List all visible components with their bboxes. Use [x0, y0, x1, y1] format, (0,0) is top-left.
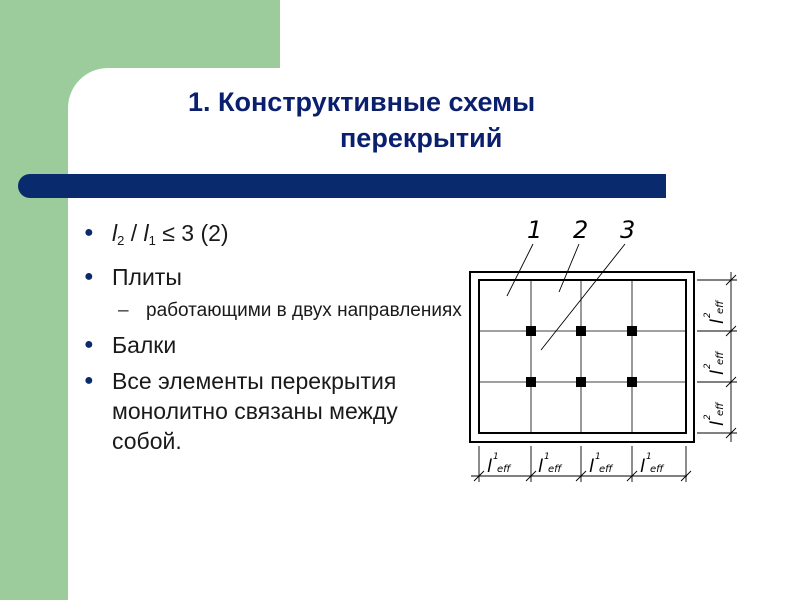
right-dim-label [703, 299, 728, 324]
callout-1: 1 [527, 216, 543, 244]
sub-bullet-plates-text: работающими в двух направлениях [146, 300, 462, 321]
svg-text:1: 1 [493, 452, 499, 462]
sub-bullet-plates [84, 298, 464, 324]
right-dimension-labels [703, 299, 728, 426]
svg-text:2: 2 [703, 414, 713, 420]
title-line-2: перекрытий [340, 123, 503, 153]
formula-sub-1: 1 [148, 233, 156, 248]
bullet-icon: ● [84, 224, 94, 241]
dash-icon: – [118, 300, 129, 321]
svg-text:l: l [640, 456, 646, 477]
column-marker [627, 377, 637, 387]
formula-slash: / [124, 220, 144, 246]
svg-text:2: 2 [703, 312, 713, 318]
title-line-1: 1. Конструктивные схемы [188, 87, 536, 117]
bullet-all-elements-text: Все элементы перекрытия монолитно связаны между собой. [112, 368, 398, 454]
svg-text:eff: eff [599, 464, 613, 475]
svg-text:l: l [707, 420, 728, 426]
svg-text:l: l [707, 369, 728, 375]
bottom-dim-label [640, 452, 665, 477]
bullet-icon: ● [84, 336, 94, 353]
svg-text:eff: eff [715, 402, 726, 416]
column-marker [576, 326, 586, 336]
bullet-all-elements [84, 366, 464, 456]
title-underline-bar [18, 174, 666, 198]
column-marker [576, 377, 586, 387]
svg-text:eff: eff [715, 351, 726, 365]
floor-framing-diagram [455, 210, 755, 490]
bottom-dimension-labels [487, 452, 665, 477]
bullet-formula [84, 218, 464, 256]
svg-text:l: l [707, 318, 728, 324]
right-dim-label [703, 401, 728, 426]
formula-l1: l [143, 220, 149, 246]
svg-text:l: l [538, 456, 544, 477]
bullet-plates [84, 262, 464, 292]
bullet-icon: ● [84, 268, 94, 285]
right-dim-label [703, 350, 728, 375]
svg-text:eff: eff [715, 300, 726, 314]
svg-text:2: 2 [703, 363, 713, 369]
outer-frame [470, 272, 694, 442]
column-marker [526, 326, 536, 336]
svg-text:l: l [487, 456, 493, 477]
formula-l2: l [112, 220, 118, 246]
callout-leaders [507, 244, 625, 350]
columns [526, 326, 637, 387]
bullet-beams [84, 330, 464, 360]
column-marker [526, 377, 536, 387]
svg-text:eff: eff [650, 464, 664, 475]
callout-3: 3 [620, 216, 636, 244]
bullet-list [84, 218, 464, 456]
svg-text:1: 1 [544, 452, 550, 462]
bullet-plates-text: Плиты [112, 264, 182, 290]
column-marker [627, 326, 637, 336]
bottom-dim-label [538, 452, 563, 477]
grid-lines [479, 280, 686, 433]
bottom-dim-label [589, 452, 614, 477]
svg-text:1: 1 [595, 452, 601, 462]
bottom-dim-label [487, 452, 512, 477]
svg-text:eff: eff [497, 464, 511, 475]
bullet-icon: ● [84, 372, 94, 389]
svg-text:eff: eff [548, 464, 562, 475]
inner-frame [479, 280, 686, 433]
formula-sub-2: 2 [117, 233, 125, 248]
callout-2: 2 [573, 216, 589, 244]
svg-text:l: l [589, 456, 595, 477]
bullet-beams-text: Балки [112, 332, 177, 358]
formula-rest: ≤ 3 (2) [155, 220, 229, 246]
svg-text:1: 1 [646, 452, 652, 462]
